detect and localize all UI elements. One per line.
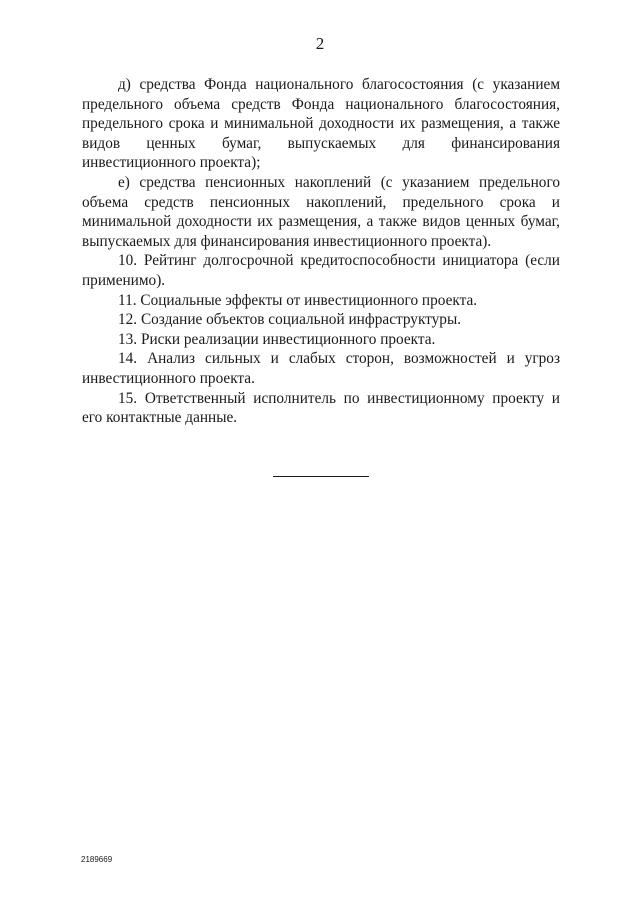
paragraph-item-e: е) средства пенсионных накоплений (с указанием предельного объема средств пенсионных накоплений, предельного срока и минимальной доходности их размещения, а также видов ценных бумаг, выпускаемых для финансирования инвестиционного проекта). xyxy=(82,173,560,250)
paragraph-item-11: 11. Социальные эффекты от инвестиционного проекта. xyxy=(118,291,478,309)
paragraph-item-15: 15. Ответственный исполнитель по инвестиционному проекту и его контактные данные. xyxy=(82,389,560,427)
paragraph-item-10: 10. Рейтинг долгосрочной кредитоспособности инициатора (если применимо). xyxy=(82,252,560,289)
paragraph-item-d: д) средства Фонда национального благосостояния (с указанием предельного объема средств Фонда национального благосостояния, предельного срока и минимальной доходности их размещения, а также видов ценных бумаг, выпускаемых для финансирования инвестиционного проекта); xyxy=(82,76,560,172)
end-separator-line xyxy=(273,476,369,477)
document-code: 2189669 xyxy=(81,855,113,864)
page-number: 2 xyxy=(315,34,325,53)
document-body xyxy=(82,75,560,428)
paragraph-item-13: 13. Риски реализации инвестиционного проекта. xyxy=(118,330,436,348)
paragraph-item-14: 14. Анализ сильных и слабых сторон, возможностей и угроз инвестиционного проекта. xyxy=(82,350,560,387)
paragraph-item-12: 12. Создание объектов социальной инфраструктуры. xyxy=(118,311,462,329)
